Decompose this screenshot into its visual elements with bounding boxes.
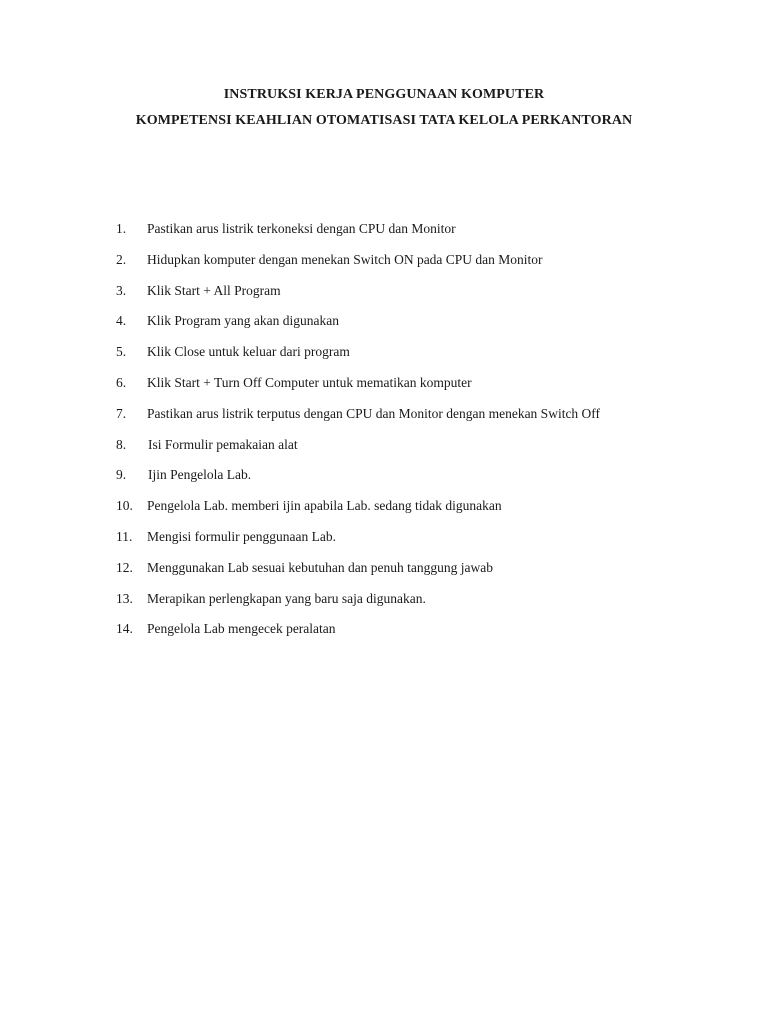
item-number: 10. — [116, 498, 133, 514]
list-item — [0, 220, 768, 251]
item-text: Pengelola Lab mengecek peralatan — [147, 621, 336, 637]
list-item — [0, 620, 768, 651]
list-item — [0, 436, 768, 467]
item-text: Klik Start + Turn Off Computer untuk mematikan komputer — [147, 374, 472, 390]
list-item — [0, 497, 768, 528]
item-number: 8. — [116, 436, 127, 452]
list-item — [0, 590, 768, 621]
item-text: Hidupkan komputer dengan menekan Switch ON pada CPU dan Monitor — [147, 251, 543, 267]
list-item — [0, 251, 768, 282]
item-number: 12. — [116, 559, 133, 575]
list-item — [0, 374, 768, 405]
list-item — [0, 343, 768, 374]
list-item — [0, 528, 768, 559]
list-item — [0, 466, 768, 497]
list-item — [0, 282, 768, 313]
item-number: 3. — [116, 282, 127, 298]
item-text: Ijin Pengelola Lab. — [148, 467, 252, 483]
item-text: Mengisi formulir penggunaan Lab. — [147, 528, 336, 544]
item-text: Klik Program yang akan digunakan — [147, 313, 339, 329]
list-item — [0, 405, 768, 436]
item-number: 11. — [116, 528, 133, 544]
item-number: 9. — [116, 467, 127, 483]
item-text: Merapikan perlengkapan yang baru saja digunakan. — [147, 590, 426, 606]
item-number: 6. — [116, 374, 127, 390]
item-text: Pastikan arus listrik terputus dengan CPU dan Monitor dengan menekan Switch Off — [147, 405, 601, 421]
item-number: 14. — [116, 621, 133, 637]
item-number: 4. — [116, 313, 127, 329]
item-number: 13. — [116, 590, 133, 606]
document-title: INSTRUKSI KERJA PENGGUNAAN KOMPUTER — [223, 87, 545, 102]
item-text: Isi Formulir pemakaian alat — [148, 436, 298, 452]
item-text: Klik Close untuk keluar dari program — [147, 344, 350, 360]
list-item — [0, 312, 768, 343]
item-number: 7. — [116, 405, 127, 421]
document-subtitle: KOMPETENSI KEAHLIAN OTOMATISASI TATA KELOLA PERKANTORAN — [135, 113, 633, 128]
item-number: 5. — [116, 344, 127, 360]
item-text: Pengelola Lab. memberi ijin apabila Lab. sedang tidak digunakan — [147, 498, 502, 514]
item-text: Pastikan arus listrik terkoneksi dengan CPU dan Monitor — [147, 221, 456, 236]
item-text: Menggunakan Lab sesuai kebutuhan dan penuh tanggung jawab — [147, 559, 494, 575]
item-number: 1. — [116, 221, 127, 236]
list-item — [0, 559, 768, 590]
item-text: Klik Start + All Program — [147, 282, 281, 298]
instruction-list — [0, 220, 768, 651]
item-number: 2. — [116, 251, 127, 267]
